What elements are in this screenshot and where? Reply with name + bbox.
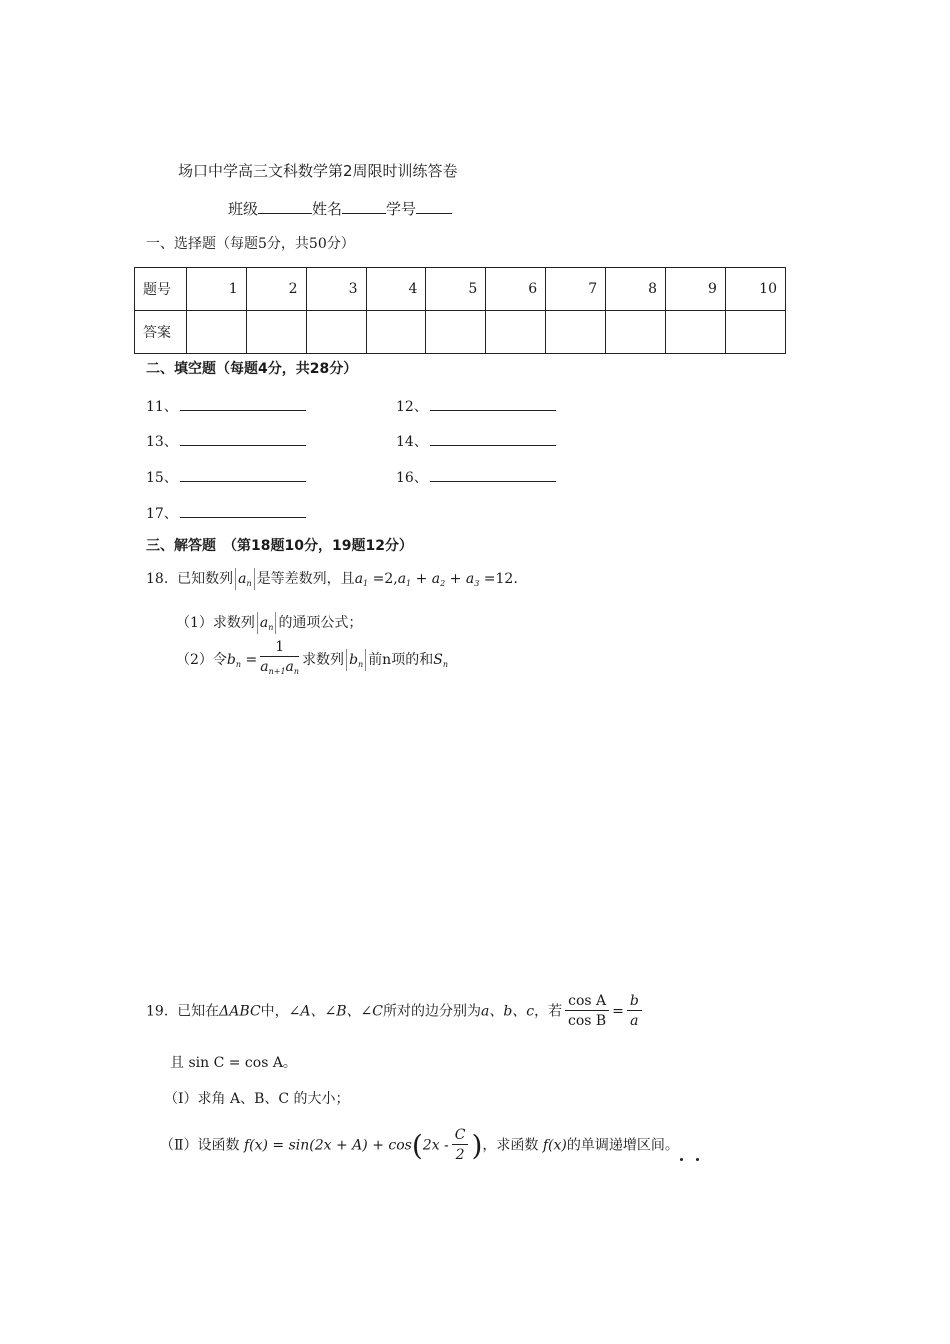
name-blank[interactable] bbox=[342, 199, 386, 214]
fill-blank[interactable] bbox=[430, 398, 556, 411]
student-info bbox=[228, 198, 452, 219]
fill-item[interactable] bbox=[396, 396, 556, 416]
question-number: 1 bbox=[186, 268, 246, 311]
question-number: 10 bbox=[725, 268, 785, 311]
fill-blank[interactable] bbox=[430, 469, 556, 482]
fill-blank[interactable] bbox=[180, 433, 306, 446]
fill-item[interactable] bbox=[396, 467, 556, 487]
question-number: 2 bbox=[246, 268, 306, 311]
q19-part1: （Ⅰ）求角 A、B、C 的大小； bbox=[164, 1091, 350, 1107]
q19-part2: （Ⅱ）设函数 f(x) = sin(2x + A) + cos(2x - $\frac{C}{2}$ )，求函数 f(x)的单调递增区间。 bbox=[160, 1127, 679, 1163]
q18-cond: =12. bbox=[483, 571, 518, 587]
q19-fraction-c2 bbox=[452, 1126, 469, 1165]
q19-frac-num: cos A bbox=[565, 992, 609, 1011]
section3-heading: 三、解答题 （第18题10分，19题12分） bbox=[146, 538, 413, 554]
id-blank[interactable] bbox=[416, 199, 452, 214]
q19-part2-text: （Ⅱ）设函数 bbox=[160, 1137, 240, 1154]
answer-cell[interactable] bbox=[246, 311, 306, 354]
q19-part2-text: ，求函数 bbox=[482, 1137, 539, 1154]
fill-label: 16、 bbox=[396, 470, 428, 486]
q18-part1-text: （1）求数列 bbox=[176, 615, 255, 631]
section1-heading: 一、选择题（每题5分，共50分） bbox=[146, 236, 355, 252]
q18-number: 18. bbox=[146, 571, 169, 587]
emphasis-dot bbox=[680, 1158, 683, 1161]
answer-cell[interactable] bbox=[306, 311, 366, 354]
q18-part2: （2）令$b_n$ = $\frac{1}{a_{n+1}a_n}$ 求数列 $b_n$ 前n项的和$S_n$ bbox=[176, 638, 448, 682]
fill-item[interactable] bbox=[146, 396, 306, 416]
answer-cell[interactable] bbox=[725, 311, 785, 354]
q19-line2: 且 sin C = cos A。 bbox=[170, 1055, 297, 1071]
q19-inner: 2x - bbox=[422, 1137, 449, 1154]
q18-part2-text: （2）令 bbox=[176, 652, 227, 668]
q18-part1: （1）求数列 $a_n$ 的通项公式； bbox=[176, 612, 362, 634]
row-label-answer: 答案 bbox=[135, 311, 187, 354]
q19-frac-2: 2 bbox=[455, 1147, 465, 1163]
q19-number: 19. bbox=[146, 1003, 169, 1020]
answer-cell[interactable] bbox=[666, 311, 726, 354]
question-number: 8 bbox=[606, 268, 666, 311]
answer-cell[interactable] bbox=[426, 311, 486, 354]
q19-part2-text: 的单调递增区间。 bbox=[566, 1137, 679, 1154]
fill-label: 15、 bbox=[146, 470, 178, 486]
q18-cond: =2, bbox=[372, 571, 398, 587]
question-number: 4 bbox=[366, 268, 426, 311]
question-number: 3 bbox=[306, 268, 366, 311]
q19-f: f(x) bbox=[542, 1137, 567, 1154]
fill-item[interactable] bbox=[146, 503, 306, 523]
table-row bbox=[135, 268, 786, 311]
q19-text: 已知在 bbox=[177, 1003, 220, 1020]
class-label: 班级 bbox=[228, 200, 259, 218]
class-blank[interactable] bbox=[258, 199, 312, 214]
q18-text: 是等差数列，且 bbox=[256, 571, 355, 587]
q19-text: 中， bbox=[260, 1003, 289, 1020]
table-row bbox=[135, 311, 786, 354]
q19-frac2-num: b bbox=[627, 992, 642, 1011]
q19-sides: a、b、c bbox=[480, 1003, 535, 1020]
q19-func: f(x) = sin(2x + A) + cos bbox=[243, 1137, 412, 1154]
q18-part2-text: 求数列 bbox=[302, 652, 345, 668]
q18-frac-num: 1 bbox=[260, 638, 299, 657]
fill-label: 13、 bbox=[146, 434, 178, 450]
id-label: 学号 bbox=[386, 200, 417, 218]
answer-cell[interactable] bbox=[606, 311, 666, 354]
row-label-number: 题号 bbox=[135, 268, 187, 311]
q18-stem: 18. 已知数列 $a_n$ 是等差数列，且$a_1 =2,a_1 + a_2 + a_3 =12$. bbox=[146, 568, 518, 590]
q19-fraction-sides bbox=[627, 992, 642, 1031]
q19-text: ，若 bbox=[534, 1003, 563, 1020]
fill-item[interactable] bbox=[396, 431, 556, 451]
name-label: 姓名 bbox=[312, 200, 343, 218]
q19-text: 所对的边分别为 bbox=[382, 1003, 481, 1020]
page-title: 场口中学高三文科数学第2周限时训练答卷 bbox=[178, 162, 458, 180]
q18-part1-text: 的通项公式； bbox=[278, 615, 363, 631]
q18-fraction: $\frac{1}{a_{n+1}a_n}$ bbox=[260, 639, 300, 676]
q18-part2-text: 前n项的和 bbox=[368, 652, 434, 668]
q19-frac-den: cos B bbox=[568, 1013, 607, 1029]
q19-stem: 19. 已知在ΔABC中，∠A、∠B、∠C所对的边分别为a、b、c，若 $\frac{\text{cos A}}{\text{cos B}}$ = $\frac{b}{a}$ bbox=[146, 992, 645, 1031]
answer-cell[interactable] bbox=[546, 311, 606, 354]
fill-blank[interactable] bbox=[180, 469, 306, 482]
q19-triangle: ΔABC bbox=[219, 1003, 261, 1020]
fill-label: 11、 bbox=[146, 399, 178, 415]
fill-blank[interactable] bbox=[180, 505, 306, 518]
question-number: 7 bbox=[546, 268, 606, 311]
fill-label: 17、 bbox=[146, 506, 178, 522]
fill-blank[interactable] bbox=[430, 433, 556, 446]
answer-cell[interactable] bbox=[186, 311, 246, 354]
question-number: 6 bbox=[486, 268, 546, 311]
fill-label: 14、 bbox=[396, 434, 428, 450]
q19-frac-c: C bbox=[452, 1126, 469, 1145]
question-number: 9 bbox=[666, 268, 726, 311]
fill-blank[interactable] bbox=[180, 398, 306, 411]
fill-item[interactable] bbox=[146, 467, 306, 487]
q18-text: 已知数列 bbox=[177, 571, 234, 587]
q19-fraction-cos bbox=[565, 992, 609, 1031]
answer-cell[interactable] bbox=[486, 311, 546, 354]
question-number: 5 bbox=[426, 268, 486, 311]
fill-label: 12、 bbox=[396, 399, 428, 415]
emphasis-dot bbox=[696, 1158, 699, 1161]
fill-item[interactable] bbox=[146, 431, 306, 451]
answer-cell[interactable] bbox=[366, 311, 426, 354]
answer-table bbox=[134, 267, 786, 354]
q19-frac2-den: a bbox=[630, 1013, 639, 1029]
q19-angles: ∠A、∠B、∠C bbox=[288, 1003, 383, 1020]
q18-eq: = bbox=[245, 652, 258, 668]
section2-heading: 二、填空题（每题4分，共28分） bbox=[146, 361, 358, 377]
